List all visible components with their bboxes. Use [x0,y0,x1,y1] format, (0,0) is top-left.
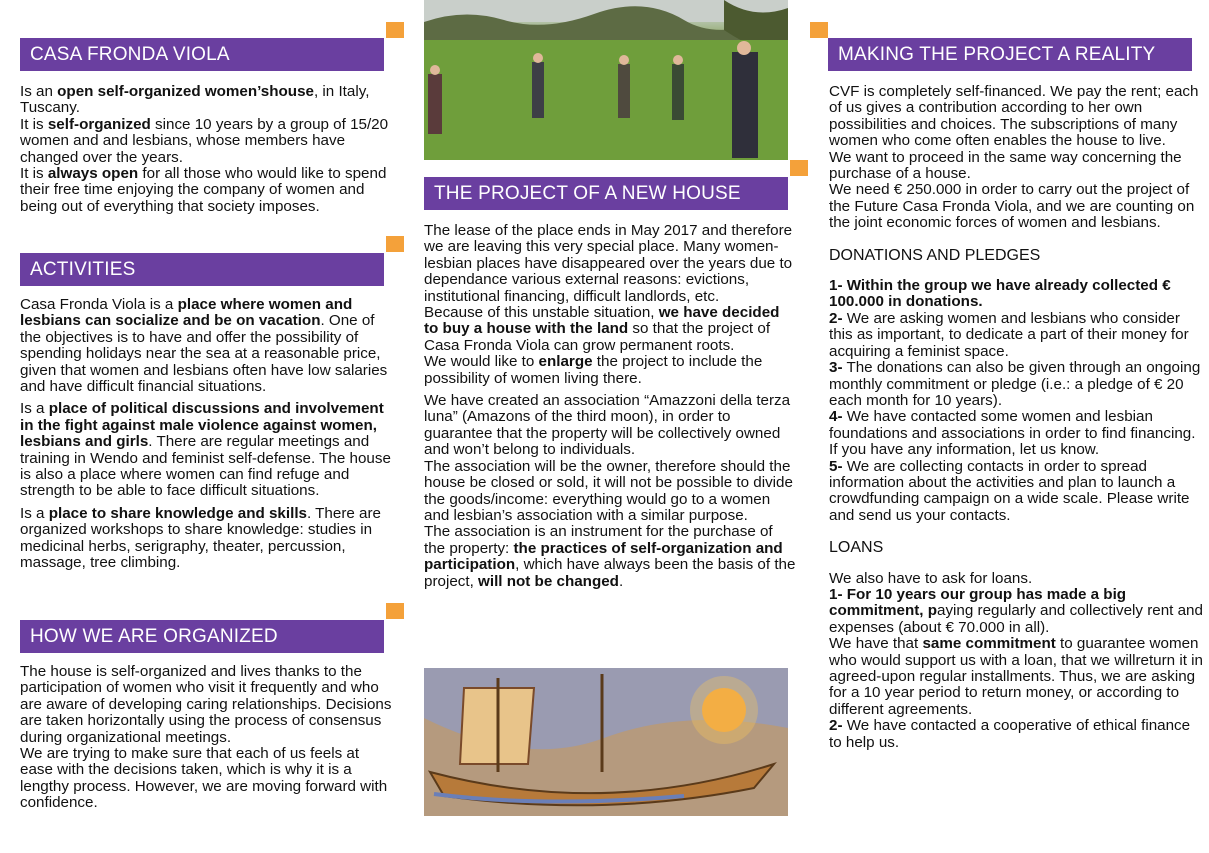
organized-text [20,664,394,812]
project-p3: We would like to enlarge the project to include the possibility of women living there. [424,353,763,387]
section-header-organized: HOW WE ARE ORGANIZED [20,620,384,653]
section-header-casa: CASA FRONDA VIOLA [20,38,384,71]
intro-text [20,84,392,215]
activities-p2: Is a place of political discussions and involvement in the fight against male violence against women, lesbians and girls. There are regular meetings and training in Wendo and feminist self-defense. The house is also a place where women can find refuge and strength to be able to face difficult situations. [20,400,391,500]
accent-square [810,22,828,38]
project-p4: We have created an association “Amazzoni della terza luna” (Amazons of the third moon), in order to guarantee that the property will be collectively owned and won’t belong to individuals. [424,392,791,459]
intro-p3: It is always open for all those who would like to spend their free time enjoying the company of women and being out of everything that society imposes. [20,165,387,215]
accent-square [386,22,404,38]
accent-square [790,160,808,176]
reality-p2: We want to proceed in the same way concerning the purchase of a house. [829,148,1182,183]
project-text [424,223,796,590]
donation-item-5: 5- We are collecting contacts in order to spread information about the activities and plan to launch a crowdfunding campaign on a wide scale. Please write and send us your contacts. [829,457,1190,524]
reality-p3: We need € 250.000 in order to carry out the project of the Future Casa Fronda Viola, and we are counting on the joint economic forces of women and lesbians. [829,181,1195,232]
section-header-project: THE PROJECT OF A NEW HOUSE [424,177,788,210]
donation-item-1: 1- Within the group we have already collected € 100.000 in donations. [829,277,1171,311]
reality-p1: CVF is completely self-financed. We pay the rent; each of us gives a contribution according to her own possibilities and choices. The subscriptions of many women who come often enables the house to live. [829,83,1199,150]
organized-p2: We are trying to make sure that each of us feels at ease with the decisions taken, which is why it is a lengthy process. However, we are moving forward with confidence. [20,745,388,812]
loans-p1: 1- For 10 years our group has made a big commitment, paying regularly and collectively rent and expenses (about € 70.000 in all). [829,585,1203,636]
donation-item-3: 3- The donations can also be given through an ongoing monthly commitment or pledge (i.e.: a pledge of € 20 each month for 10 years). [829,359,1201,409]
project-p6: The association is an instrument for the purchase of the property: the practices of self-organization and participation, which have always been the basis of the project, will not be changed. [424,523,796,590]
section-header-activities: ACTIVITIES [20,253,384,286]
activities-text [20,297,392,572]
accent-square [386,603,404,619]
boat-painting [424,668,788,816]
donations-heading: DONATIONS AND PLEDGES [829,246,1041,264]
reality-text [829,84,1203,751]
intro-p2: It is self-organized since 10 years by a group of 15/20 women and and lesbians, whose members have changed over the years. [20,115,389,166]
project-p1: The lease of the place ends in May 2017 and therefore we are leaving this very special place. Many women-lesbian places have disappeared over the years due to dependance various external reasons: evictions, institutional financing, difficult landlords, etc. [424,222,793,305]
project-p5: The association will be the owner, therefore should the house be closed or sold, it will not be possible to divide the goods/income: everything would go to a women and lesbian’s association with a similar purpose. [424,457,793,524]
activities-p1: Casa Fronda Viola is a place where women and lesbians can socialize and be on vacation. One of the objectives is to have and offer the possibility of spending holidays near the sea at a reasonable price, given that women and lesbians often have low salaries and have difficult financial situations. [20,296,388,396]
activities-p3: Is a place to share knowledge and skills. There are organized workshops to share knowledge: studies in medicinal herbs, serigraphy, theater, percussion, massage, tree climbing. [20,504,381,572]
section-header-reality: MAKING THE PROJECT A REALITY [828,38,1192,71]
loans-p0: We also have to ask for loans. [829,569,1033,587]
accent-square [386,236,404,252]
loans-heading: LOANS [829,539,884,557]
group-photo [424,0,788,160]
donation-item-2: 2- We are asking women and lesbians who consider this as important, to dedicate a part of their money for acquiring a feminist space. [829,309,1189,360]
organized-p1: The house is self-organized and lives thanks to the participation of women who visit it frequently and who are aware of developing caring relationships. Decisions are taken horizontally using the process of consensus during organizational meetings. [20,663,392,746]
loans-p3: 2- We have contacted a cooperative of ethical finance to help us. [829,717,1191,751]
project-p2: Because of this unstable situation, we have decided to buy a house with the land so that the project of Casa Fronda Viola can grow permanent roots. [424,304,780,354]
loans-p2: We have that same commitment to guarantee women who would support us with a loan, that we willreturn it in agreed-upon regular installments. Thus, we are asking for a 10 year period to return money, or according to different agreements. [829,635,1203,718]
intro-p1: Is an open self-organized women’shouse, in Italy, Tuscany. [20,83,370,117]
donation-item-4: 4- We have contacted some women and lesbian foundations and associations in order to find financing. If you have any information, let us know. [829,408,1196,459]
